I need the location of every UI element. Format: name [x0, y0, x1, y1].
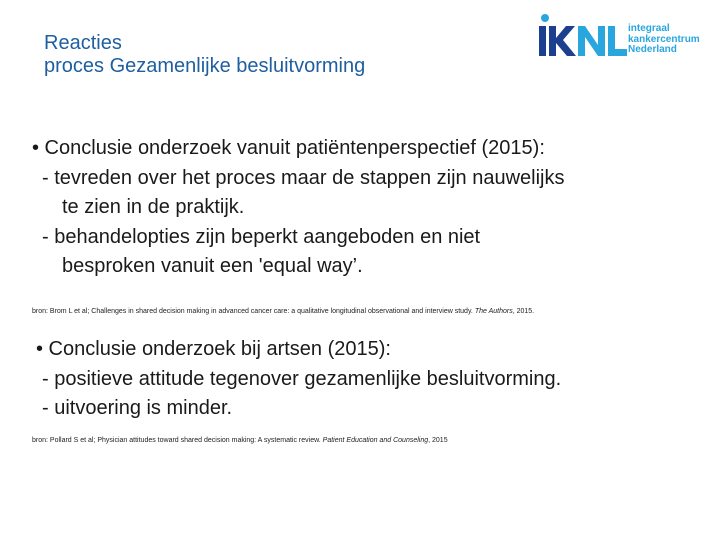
logo-line-2: kankercentrum — [628, 33, 700, 45]
list-item-continuation: te zien in de praktijk. — [62, 196, 245, 218]
list-item: - positieve attitude tegenover gezamenlijke besluitvorming. — [42, 367, 562, 390]
title-line-1: Reacties — [44, 32, 122, 54]
section-patients — [32, 134, 565, 282]
logo-line-3: Nederland — [628, 44, 677, 55]
bullet-physicians: • Conclusie onderzoek bij artsen (2015): — [36, 338, 391, 360]
source-citation-1: bron: Brom L et al; Challenges in shared decision making in advanced cancer care: a qualitative longitudinal observational and interview study. The Authors, 2015. — [32, 308, 535, 315]
journal-name: Patient Education and Counseling — [322, 437, 429, 444]
logo-wordmark — [628, 24, 700, 56]
section-physicians — [36, 335, 561, 424]
source-citation-2: bron: Pollard S et al; Physician attitudes toward shared decision making: A systematic review. Patient Education and Counseling, 2015 — [32, 437, 448, 444]
slide-title — [44, 32, 365, 78]
journal-name: The Authors — [474, 308, 513, 315]
title-line-2: proces Gezamenlijke besluitvorming — [44, 55, 366, 77]
list-item: - uitvoering is minder. — [42, 397, 233, 419]
logo-line-1: integraal — [628, 23, 670, 34]
list-item: - tevreden over het proces maar de stappen zijn nauwelijks — [42, 166, 565, 189]
bullet-patients: • Conclusie onderzoek vanuit patiëntenperspectief (2015): — [32, 137, 545, 159]
list-item-continuation: besproken vanuit een 'equal way’. — [62, 255, 363, 277]
list-item: - behandelopties zijn beperkt aangeboden en niet — [42, 225, 481, 248]
